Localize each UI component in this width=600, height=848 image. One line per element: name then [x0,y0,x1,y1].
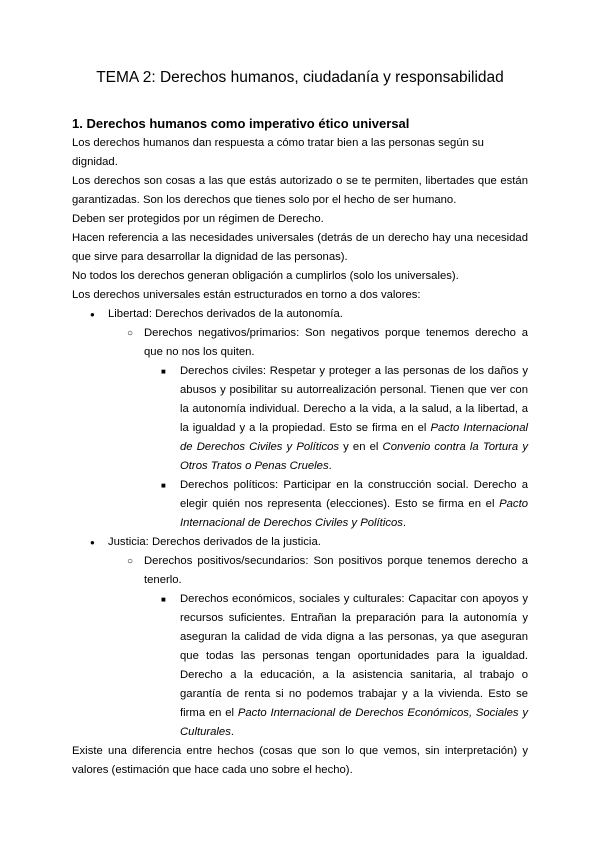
negativos-text: ○ Derechos negativos/primarios: Son negativos porque tenemos derecho a que no nos los quiten. [144,327,528,358]
pacto-politicos-ref: Pacto Internacional de Derechos Civiles y Políticos [180,498,528,529]
list-item-negativos [144,324,528,533]
libertad-sublist [108,324,528,533]
economicos-desc: Derechos económicos, sociales y culturales: Capacitar con apoyos y recursos suficientes. Entrañan la preparación para la autonomía y aseguran la calidad de vida digna a las personas, ya que aseguran que todas las personas tengan oportunidades para la igualdad. Derecho a la educación, a la asistencia sanitaria, al trabajo o garantía de renta si no podemos trabajar y a la vivienda. Esto se firma en el [180,593,528,719]
pacto-civiles-ref: Pacto Internacional de Derechos Civiles y Políticos [180,422,528,453]
libertad-label: Libertad: Derechos derivados de la autonomía. [108,308,343,320]
paragraph: Hacen referencia a las necesidades universales (detrás de un derecho hay una necesidad que sirve para desarrollar la dignidad de las personas). [72,232,528,263]
list-item-positivos [144,552,528,742]
politicos-desc: Derechos políticos: Participar en la construcción social. Derecho a elegir quién nos representa (elecciones). Esto se firma en el [180,479,528,510]
closing-paragraph: Existe una diferencia entre hechos (cosas que son lo que vemos, sin interpretación) y valores (estimación que hace cada uno sobre el hecho). [72,745,528,776]
section-heading: 1. Derechos humanos como imperativo ético universal [72,116,410,131]
politicos-text [180,476,528,533]
pacto-desc-ref: Pacto Internacional de Derechos Económicos, Sociales y Culturales [180,707,528,738]
civiles-desc: Derechos civiles: Respetar y proteger a las personas de los daños y abusos y posibilitar su autorrealización personal. Tienen que ver con la autonomía individual. Derecho a la vida, a la salud, a la libertad, a la igualdad y a la propiedad. Esto se firma en el [180,365,528,434]
politicos-end: . [402,517,407,529]
page-title: TEMA 2: Derechos humanos, ciudadanía y responsabilidad [96,69,504,86]
list-item-civiles [180,362,528,476]
paragraph: No todos los derechos generan obligación a cumplirlos (solo los universales). [72,270,459,282]
list-item-economicos [180,590,528,742]
convenio-tortura-ref: Convenio contra la Tortura y Otros Tratos o Penas Crueles [180,441,528,472]
negativos-sublist [144,362,528,533]
justicia-sublist [108,552,528,742]
civiles-end: . [328,460,332,472]
paragraph: Los derechos universales están estructurados en torno a dos valores: [72,289,421,301]
positivos-sublist [144,590,528,742]
paragraph: Los derechos humanos dan respuesta a cómo tratar bien a las personas según su dignidad. [72,137,484,168]
economicos-end: . [230,726,234,738]
values-list [72,305,528,742]
economicos-text [180,590,528,742]
section-body [72,134,528,780]
justicia-label: Justicia: Derechos derivados de la justicia. [108,536,321,548]
paragraph: Los derechos son cosas a las que estás autorizado o se te permiten, libertades que están garantizadas. Son los derechos que tienes solo por el hecho de ser humano. [72,175,528,206]
civiles-mid: y en el [339,441,383,453]
list-item-politicos [180,476,528,533]
civiles-text [180,362,528,476]
positivos-text: ○ Derechos positivos/secundarios: Son positivos porque tenemos derecho a tenerlo. [144,555,528,586]
list-item-justicia [108,533,528,742]
paragraph: Deben ser protegidos por un régimen de Derecho. [72,213,324,225]
list-item-libertad [108,305,528,533]
